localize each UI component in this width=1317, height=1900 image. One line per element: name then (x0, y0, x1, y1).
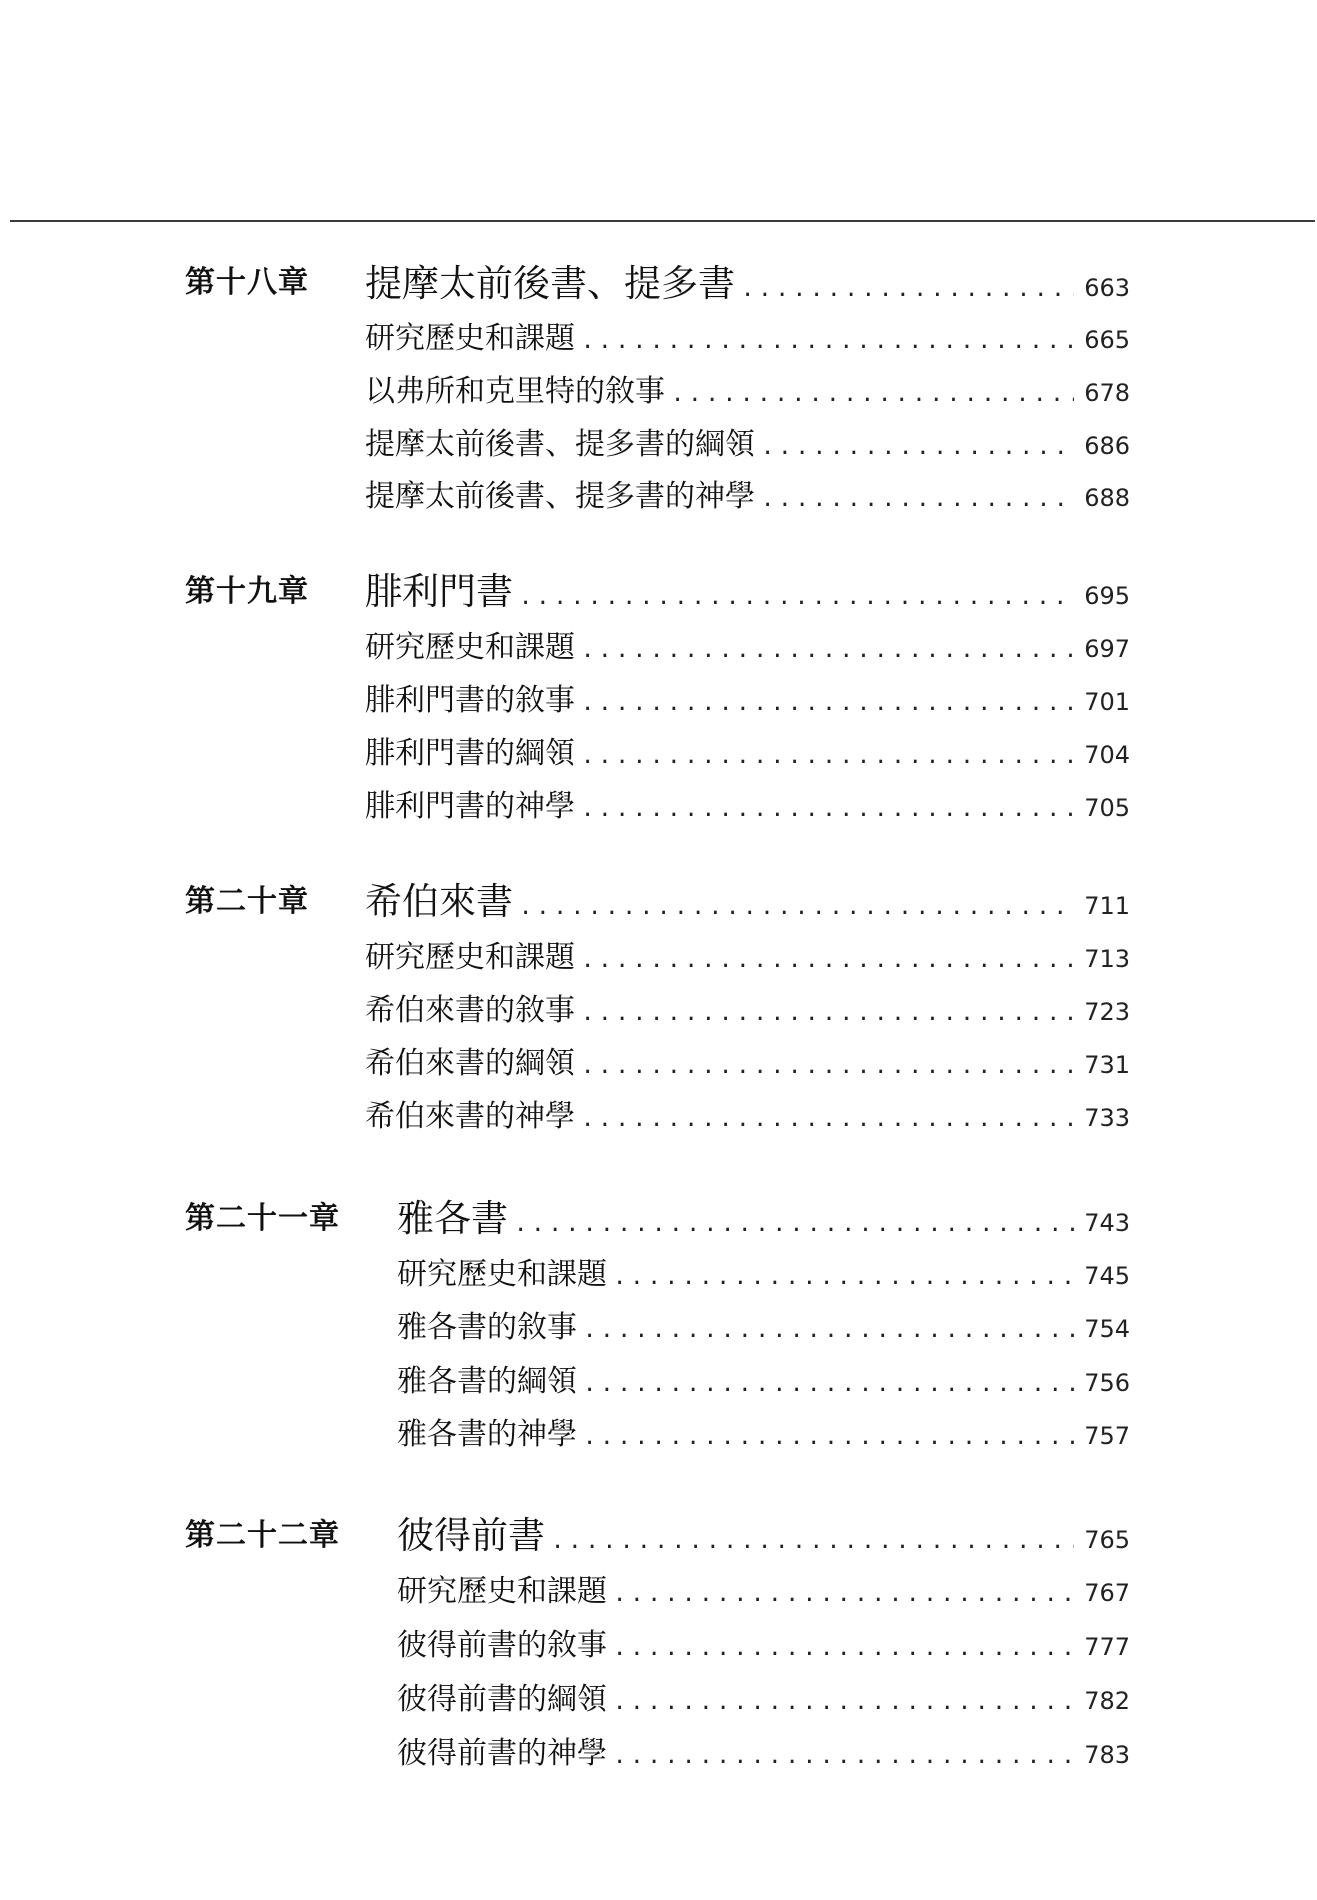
dot-leader (613, 1636, 1074, 1661)
section-title: 希伯來書的神學 (365, 1099, 575, 1134)
dot-leader (551, 1529, 1074, 1554)
dot-leader (581, 1001, 1074, 1026)
page-number: 663 (1084, 274, 1130, 302)
dot-leader (613, 1744, 1074, 1769)
page-number: 697 (1084, 635, 1130, 663)
section-title: 雅各書的敘事 (397, 1310, 577, 1345)
section-row[interactable] (397, 1620, 1130, 1664)
section-row[interactable] (365, 1038, 1130, 1082)
section-title: 研究歷史和課題 (365, 321, 575, 356)
chapter-title-row[interactable] (397, 1505, 1130, 1559)
dot-leader (519, 585, 1074, 610)
section-row[interactable] (365, 781, 1130, 825)
section-title: 彼得前書的敘事 (397, 1628, 607, 1663)
page-number: 743 (1084, 1209, 1130, 1237)
section-row[interactable] (365, 419, 1130, 463)
page-number: 782 (1084, 1687, 1130, 1715)
chapter-title: 希伯來書 (365, 880, 513, 923)
chapter-title-row[interactable] (365, 561, 1130, 615)
dot-leader (581, 329, 1074, 354)
section-title: 提摩太前後書、提多書的綱領 (365, 427, 755, 462)
dot-leader (581, 797, 1074, 822)
section-title: 雅各書的綱領 (397, 1364, 577, 1399)
page-number: 731 (1084, 1051, 1130, 1079)
dot-leader (514, 1212, 1074, 1237)
dot-leader (581, 1054, 1074, 1079)
section-row[interactable] (365, 728, 1130, 772)
page-number: 754 (1084, 1315, 1130, 1343)
section-title: 研究歷史和課題 (365, 940, 575, 975)
dot-leader (581, 1107, 1074, 1132)
dot-leader (613, 1265, 1074, 1290)
page-number: 757 (1084, 1422, 1130, 1450)
chapter-label: 第二十一章 (185, 1201, 340, 1236)
dot-leader (581, 948, 1074, 973)
section-row[interactable] (397, 1566, 1130, 1610)
section-row[interactable] (365, 366, 1130, 410)
dot-leader (741, 277, 1074, 302)
dot-leader (581, 691, 1074, 716)
chapter-label: 第二十章 (185, 884, 309, 919)
section-row[interactable] (365, 675, 1130, 719)
page-number: 678 (1084, 379, 1130, 407)
chapter-title-row[interactable] (365, 871, 1130, 925)
page-number: 777 (1084, 1633, 1130, 1661)
page-number: 701 (1084, 688, 1130, 716)
page-number: 688 (1084, 484, 1130, 512)
section-title: 雅各書的神學 (397, 1417, 577, 1452)
section-title: 彼得前書的神學 (397, 1736, 607, 1771)
page-number: 705 (1084, 794, 1130, 822)
section-title: 提摩太前後書、提多書的神學 (365, 479, 755, 514)
section-title: 研究歷史和課題 (397, 1574, 607, 1609)
section-row[interactable] (365, 622, 1130, 666)
dot-leader (583, 1425, 1074, 1450)
chapter-title: 雅各書 (397, 1197, 508, 1240)
section-title: 研究歷史和課題 (397, 1257, 607, 1292)
section-title: 希伯來書的綱領 (365, 1046, 575, 1081)
page-number: 695 (1084, 582, 1130, 610)
dot-leader (519, 895, 1074, 920)
section-title: 腓利門書的綱領 (365, 736, 575, 771)
dot-leader (761, 487, 1074, 512)
page-number: 765 (1084, 1526, 1130, 1554)
dot-leader (583, 1318, 1074, 1343)
page-number: 711 (1084, 892, 1130, 920)
section-row[interactable] (397, 1409, 1130, 1453)
section-row[interactable] (397, 1302, 1130, 1346)
section-title: 腓利門書的敘事 (365, 683, 575, 718)
dot-leader (761, 435, 1074, 460)
section-row[interactable] (397, 1674, 1130, 1718)
page-number: 686 (1084, 432, 1130, 460)
page-number: 733 (1084, 1104, 1130, 1132)
section-row[interactable] (365, 313, 1130, 357)
section-title: 腓利門書的神學 (365, 789, 575, 824)
section-title: 以弗所和克里特的敘事 (365, 374, 665, 409)
dot-leader (613, 1690, 1074, 1715)
dot-leader (583, 1372, 1074, 1397)
chapter-label: 第十九章 (185, 574, 309, 609)
section-title: 希伯來書的敘事 (365, 993, 575, 1028)
section-title: 彼得前書的綱領 (397, 1682, 607, 1717)
page-number: 745 (1084, 1262, 1130, 1290)
chapter-title: 提摩太前後書、提多書 (365, 262, 735, 305)
chapter-title: 彼得前書 (397, 1514, 545, 1557)
section-title: 研究歷史和課題 (365, 630, 575, 665)
section-row[interactable] (365, 1091, 1130, 1135)
chapter-title-row[interactable] (397, 1188, 1130, 1242)
chapter-label: 第十八章 (185, 265, 309, 300)
section-row[interactable] (365, 985, 1130, 1029)
dot-leader (581, 638, 1074, 663)
page-number: 665 (1084, 326, 1130, 354)
chapter-title: 腓利門書 (365, 570, 513, 613)
page-number: 756 (1084, 1369, 1130, 1397)
page-number: 767 (1084, 1579, 1130, 1607)
page-number: 723 (1084, 998, 1130, 1026)
section-row[interactable] (397, 1249, 1130, 1293)
dot-leader (671, 382, 1074, 407)
dot-leader (581, 744, 1074, 769)
dot-leader (613, 1582, 1074, 1607)
page-number: 704 (1084, 741, 1130, 769)
section-row[interactable] (397, 1728, 1130, 1772)
header-rule (10, 220, 1315, 222)
chapter-label: 第二十二章 (185, 1518, 340, 1553)
page-number: 783 (1084, 1741, 1130, 1769)
section-row[interactable] (397, 1356, 1130, 1400)
page-number: 713 (1084, 945, 1130, 973)
section-row[interactable] (365, 471, 1130, 515)
section-row[interactable] (365, 932, 1130, 976)
chapter-title-row[interactable] (365, 253, 1130, 307)
